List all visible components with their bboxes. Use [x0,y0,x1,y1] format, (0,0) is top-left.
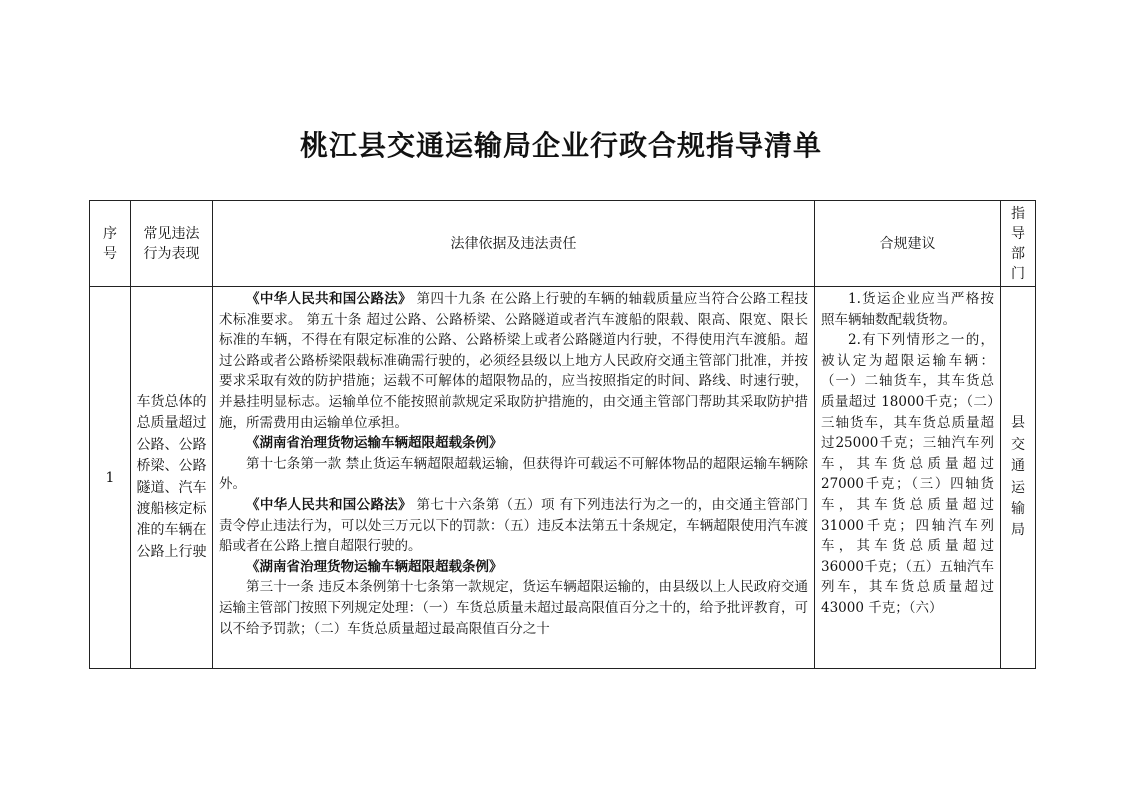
law-paragraph [219,577,808,639]
row-law [213,287,815,669]
law-text: 第四十九条 在公路上行驶的车辆的轴载质量应当符合公路工程技术标准要求。 第五十条 超过公路、公路桥梁、公路隧道或者汽车渡船的限载、限高、限宽、限长标准的车辆，不得在有限定标准的公路、公路桥梁上或者公路隧道内行驶，不得使用汽车渡船。超过公路或者公路桥梁限载标准确需行驶的，必须经县级以上地方人民政府交通主管部门批准，并按要求采取有效的防护措施；运载不可解体的超限物品的，应当按照指定的时间、路线、时速行驶，并悬挂明显标志。运输单位不能按照前款规定采取防护措施的，由交通主管部门帮助其采取防护措施，所需费用由运输单位承担。 [219,291,809,431]
table-row [90,287,1036,669]
law-text: 第十七条第一款 禁止货运车辆超限超载运输，但获得许可载运不可解体物品的超限运输车辆除外。 [219,455,808,493]
law-text: 第三十一条 违反本条例第十七条第一款规定，货运车辆超限运输的，由县级以上人民政府交通运输主管部门按照下列规定处理：（一）车货总质量未超过最高限值百分之十的，给予批评教育，可以不给予罚款；（二）车货总质量超过最高限值百分之十 [219,579,808,637]
row-violation: 车货总体的总质量超过公路、公路桥梁、公路隧道、汽车渡船核定标准的车辆在公路上行驶 [131,287,213,669]
header-violation: 常见违法行为表现 [131,201,213,287]
law-paragraph [219,495,808,557]
header-dept: 指导部门 [1001,201,1036,287]
law-title: 《中华人民共和国公路法》 [246,291,412,307]
row-advice [815,287,1001,669]
row-dept: 县交通运输局 [1001,287,1036,669]
law-title: 《中华人民共和国公路法》 [246,496,412,513]
header-law: 法律依据及违法责任 [213,201,815,287]
header-index: 序号 [90,201,131,287]
law-paragraph [219,557,808,578]
law-text: 第七十六条第（五）项 有下列违法行为之一的，由交通主管部门责令停止违法行为，可以处三万元以下的罚款：（五）违反本法第五十条规定，车辆超限使用汽车渡船或者在公路上擅自超限行驶的。 [219,496,809,555]
row-index: 1 [90,287,131,669]
law-paragraph [219,454,808,495]
advice-paragraph: 2.有下列情形之一的，被认定为超限运输车辆：（一）二轴货车，其车货总质量超过 18000千克；（二）三轴货车，其车货总质量超过25000千克；三轴汽车列车，其车货总质量超过27000千克；（三）四轴货车，其车货总质量超过31000千克；四轴汽车列车，其车货总质量超过36000千克；（五）五轴汽车列车，其车货总质量超过 43000 千克；（六） [821,332,994,616]
advice-paragraph: 1.货运企业应当严格按照车辆轴数配载货物。 [821,291,994,328]
law-title: 《湖南省治理货物运输车辆超限超载条例》 [246,558,503,575]
law-paragraph [219,289,808,433]
compliance-table [89,200,1036,669]
header-advice: 合规建议 [815,201,1001,287]
law-paragraph [219,433,808,454]
table-header-row [90,201,1036,287]
page-title: 桃江县交通运输局企业行政合规指导清单 [299,129,822,162]
law-title: 《湖南省治理货物运输车辆超限超载条例》 [246,435,503,452]
